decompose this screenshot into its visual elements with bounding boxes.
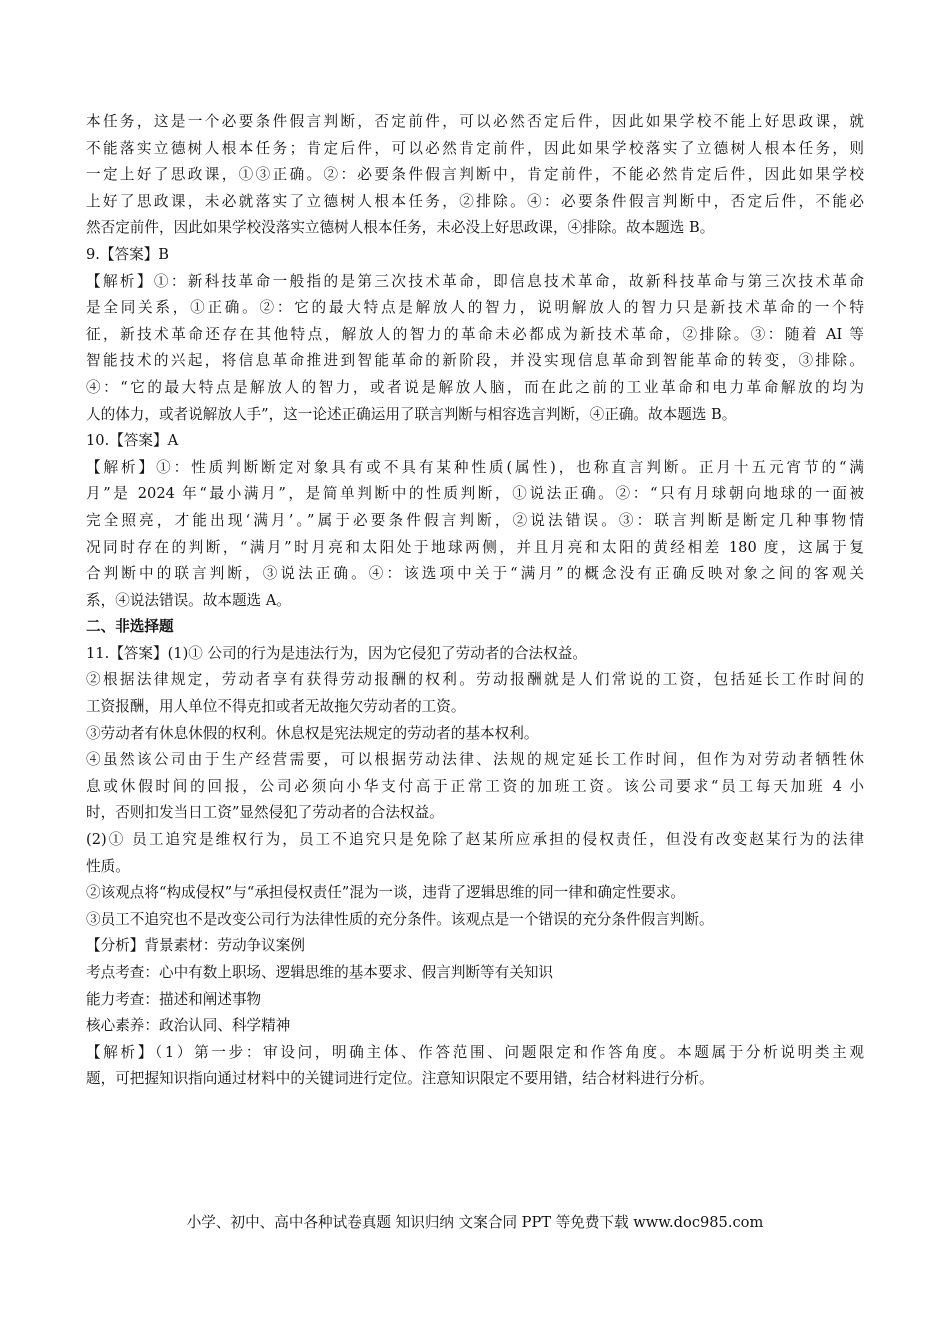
text-line: ④：“它的最大特点是解放人的智力，或者说是解放人脑，而在此之前的工业革命和电力革命解放的均为 bbox=[86, 378, 864, 396]
text-line: 征，新技术革命还存在其他特点，解放人的智力的革命未必都成为新技术革命，②排除。③：随着 AI 等 bbox=[86, 325, 864, 343]
text-line: 一定上好了思政课，①③正确。②：必要条件假言判断中，肯定前件，不能必然肯定后件，因此如果学校 bbox=[86, 166, 864, 184]
text-line: 上好了思政课，未必就落实了立德树人根本任务，②排除。④：必要条件假言判断中，否定后件，不能必 bbox=[86, 192, 864, 210]
answer-body bbox=[86, 109, 864, 1093]
text-line: 月”是 2024 年“最小满月”，是简单判断中的性质判断，①说法正确。②：“只有月球朝向地球的一面被 bbox=[86, 485, 864, 503]
text-line: (2)① 员工追究是维权行为，员工不追究只是免除了赵某所应承担的侵权责任，但没有改变赵某行为的法律 bbox=[86, 831, 864, 849]
text-line: 合判断中的联言判断，③说法正确。④：该选项中关于“满月”的概念没有正确反映对象之间的客观关 bbox=[86, 565, 864, 583]
answer-heading: 9.【答案】B bbox=[86, 245, 170, 263]
page-footer: 小学、初中、高中各种试卷真题 知识归纳 文案合同 PPT 等免费下载 www.doc985.com bbox=[186, 1214, 764, 1231]
text-line: 完全照亮，才能出现‘满月’。”属于必要条件假言判断，②说法错误。③：联言判断是断定几种事物情 bbox=[86, 511, 864, 529]
text-line: 况同时存在的判断，“满月”时月亮和太阳处于地球两侧，并且月亮和太阳的黄经相差 180 度，这属于复 bbox=[86, 538, 864, 556]
text-line: 【解析】（1）第一步：审设问，明确主体、作答范围、问题限定和作答角度。本题属于分析说明类主观 bbox=[86, 1043, 864, 1061]
text-line: 题，可把握知识指向通过材料中的关键词进行定位。注意知识限定不要用错，结合材料进行分析。 bbox=[86, 1070, 714, 1088]
text-line: ③劳动者有休息休假的权利。休息权是宪法规定的劳动者的基本权利。 bbox=[86, 724, 539, 742]
text-line: 不能落实立德树人根本任务；肯定后件，可以必然肯定前件，因此如果学校落实了立德树人根本任务，则 bbox=[86, 139, 864, 157]
section-heading: 二、非选择题 bbox=[86, 618, 174, 636]
text-line: 人的体力，或者说解放人手”，这一论述正确运用了联言判断与相容选言判断，④正确。故本题选 B。 bbox=[86, 405, 737, 423]
text-line: 能力考查：描述和阐述事物 bbox=[86, 990, 262, 1008]
text-line: 息或休假时间的回报，公司必须向小华支付高于正常工资的加班工资。该公司要求“员工每天加班 4 小 bbox=[86, 777, 864, 795]
answer-heading: 11.【答案】(1)① 公司的行为是违法行为，因为它侵犯了劳动者的合法权益。 bbox=[86, 644, 587, 662]
text-line: 性质。 bbox=[86, 857, 130, 875]
text-line: 【解析】①：性质判断断定对象具有或不具有某种性质(属性)，也称直言判断。正月十五元宵节的“满 bbox=[86, 458, 864, 476]
text-line: 考点考查：心中有数上职场、逻辑思维的基本要求、假言判断等有关知识 bbox=[86, 964, 554, 981]
analysis-heading: 【分析】背景素材：劳动争议案例 bbox=[86, 937, 305, 955]
text-line: 时，否则扣发当日工资”显然侵犯了劳动者的合法权益。 bbox=[86, 804, 444, 822]
text-line: 本任务，这是一个必要条件假言判断，否定前件，可以必然否定后件，因此如果学校不能上好思政课，就 bbox=[86, 113, 864, 130]
text-line: 系，④说法错误。故本题选 A。 bbox=[86, 591, 291, 609]
text-line: 【解析】①：新科技革命一般指的是第三次技术革命，即信息技术革命，故新科技革命与第三次技术革命 bbox=[86, 272, 864, 290]
text-line: ②该观点将“构成侵权”与“承担侵权责任”混为一谈，违背了逻辑思维的同一律和确定性要求。 bbox=[86, 884, 686, 902]
text-line: 核心素养：政治认同、科学精神 bbox=[86, 1017, 291, 1035]
text-line: ②根据法律规定，劳动者享有获得劳动报酬的权利。劳动报酬就是人们常说的工资，包括延长工作时间的 bbox=[86, 671, 864, 689]
text-line: 然否定前件，因此如果学校没落实立德树人根本任务，未必没上好思政课，④排除。故本题选 B。 bbox=[86, 219, 715, 237]
text-line: 智能技术的兴起，将信息革命推进到智能革命的新阶段，并没实现信息革命到智能革命的转变，③排除。 bbox=[86, 352, 864, 370]
text-line: 是全同关系，①正确。②：它的最大特点是解放人的智力，说明解放人的智力只是新技术革命的一个特 bbox=[86, 299, 864, 317]
answer-heading: 10.【答案】A bbox=[86, 432, 179, 450]
text-line: ③员工不追究也不是改变公司行为法律性质的充分条件。该观点是一个错误的充分条件假言判断。 bbox=[86, 910, 714, 928]
text-line: 工资报酬，用人单位不得克扣或者无故拖欠劳动者的工资。 bbox=[86, 698, 466, 716]
text-line: ④虽然该公司由于生产经营需要，可以根据劳动法律、法规的规定延长工作时间，但作为对劳动者牺牲休 bbox=[86, 751, 864, 769]
